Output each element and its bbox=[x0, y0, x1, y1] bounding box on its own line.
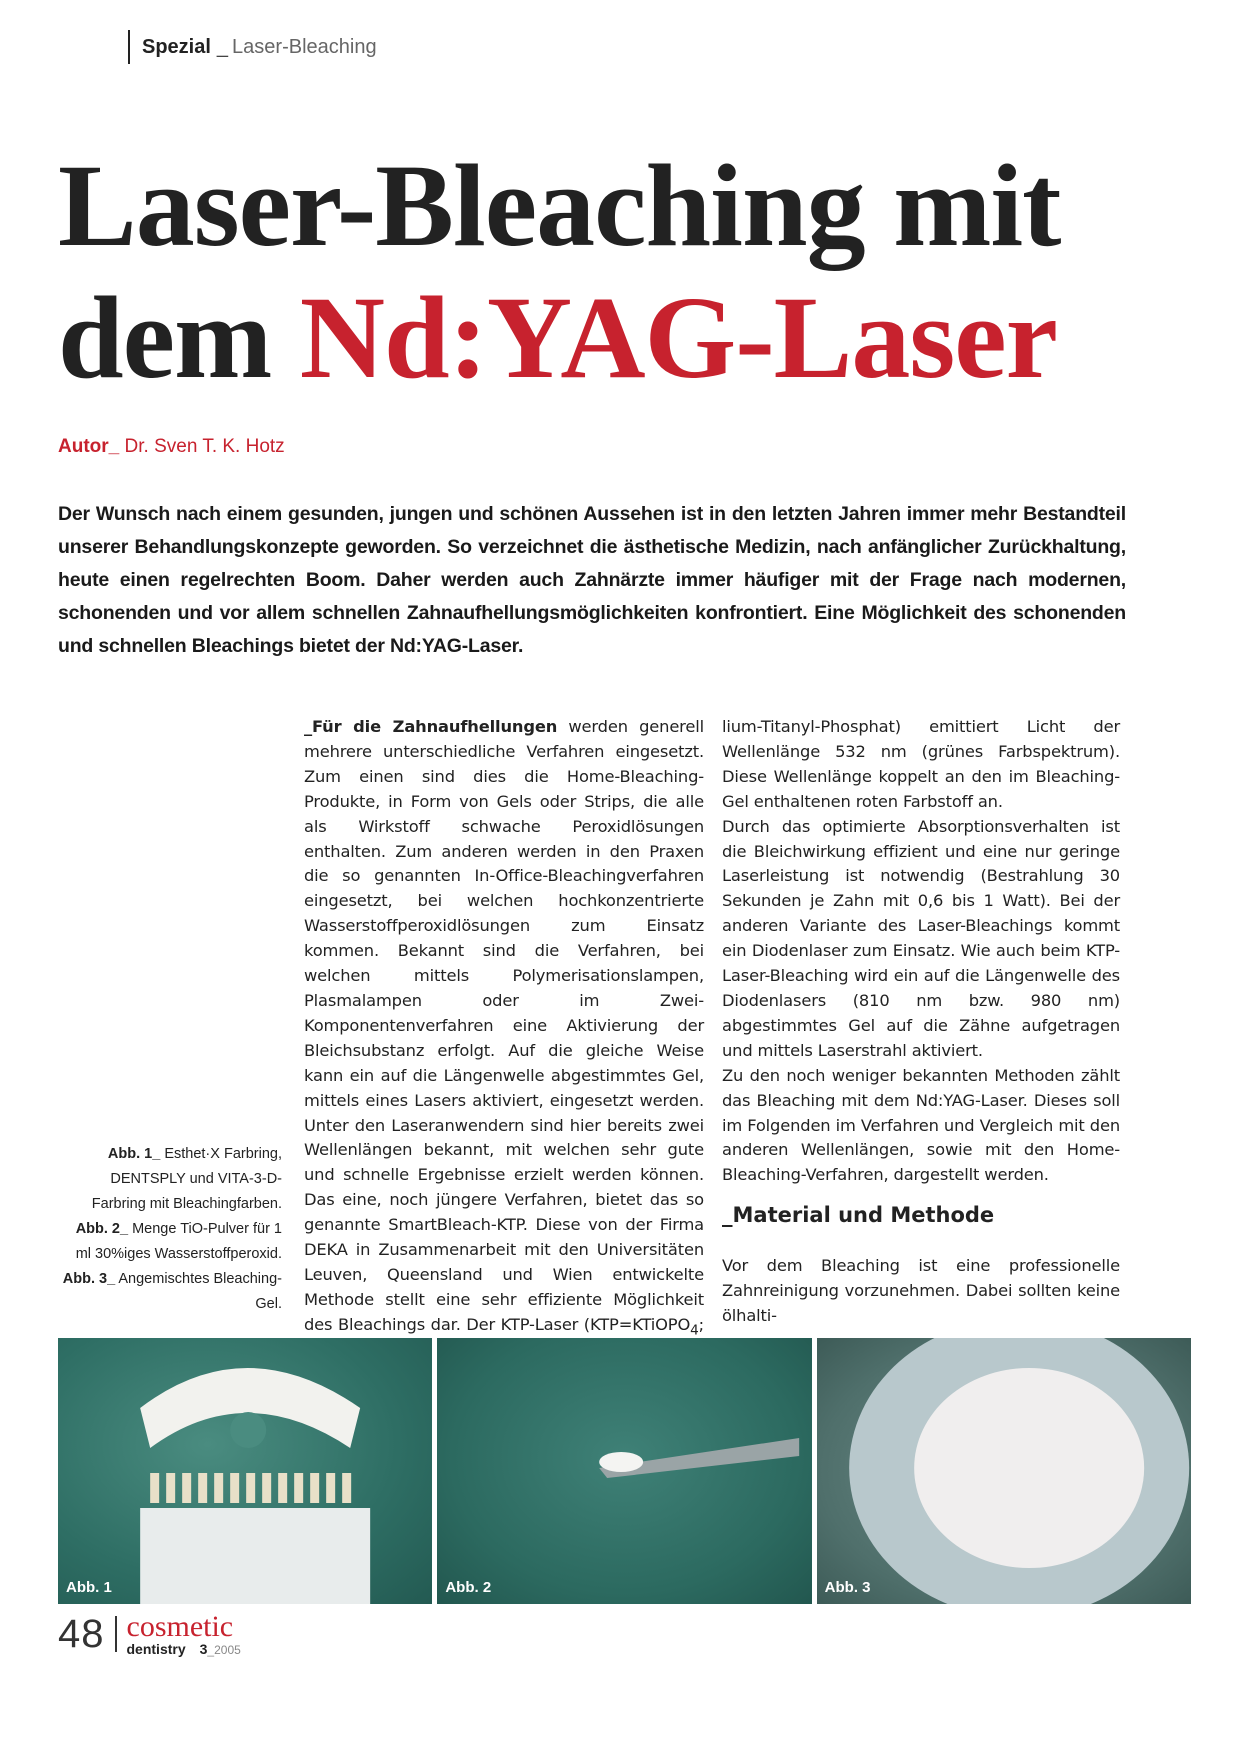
caption-1 bbox=[58, 1142, 282, 1217]
author-line bbox=[58, 436, 285, 458]
photo-3-label: Abb. 3 bbox=[824, 1579, 871, 1596]
column-1-tail: ; bbox=[698, 1314, 704, 1334]
column-1-paragraph bbox=[304, 715, 704, 1368]
column-2-paragraph-3: Zu den noch weniger bekannten Methoden zählt das Bleaching mit dem Nd:YAG-Laser. Dieses soll im Folgenden im Verfahren und Vergleich mit den anderen Wellenlängen, sowie mit den Home-Bleaching-Verfahren, dargestellt werden. bbox=[722, 1065, 1120, 1185]
photo-2-label: Abb. 2 bbox=[445, 1579, 492, 1596]
photo-strip bbox=[58, 1338, 1191, 1604]
title-line-2-red: Nd:YAG-Laser bbox=[299, 272, 1057, 403]
shade-guide-illustration bbox=[58, 1338, 432, 1604]
caption-3-text: Angemischtes Bleaching-Gel. bbox=[118, 1271, 282, 1312]
caption-2-label: Abb. 2_ bbox=[75, 1221, 129, 1237]
issue-number: 3 bbox=[199, 1641, 208, 1657]
header-topic: Laser-Bleaching bbox=[232, 35, 377, 58]
section-heading: _Material und Methode bbox=[722, 1203, 995, 1228]
logo-cosmetic: cosmetic bbox=[126, 1610, 234, 1643]
spatula-illustration bbox=[437, 1338, 811, 1604]
title-line-2-black: dem bbox=[58, 272, 300, 403]
caption-3-label: Abb. 3_ bbox=[62, 1271, 116, 1287]
ring-hole-shape bbox=[230, 1412, 266, 1448]
logo-subline bbox=[127, 1642, 241, 1656]
intro-paragraph: Der Wunsch nach einem gesunden, jungen und schönen Aussehen ist in den letzten Jahren immer mehr Bestandteil unserer Behandlungskonzepte geworden. So verzeichnet die ästhetische Medizin, nach anfänglicher Zurückhaltung, heute einen regelrechten Boom. Daher werden auch Zahnärzte immer häufiger mit der Frage nach modernen, schonenden und vor allem schnellen Zahnaufhellungsmöglichkeiten konfrontiert. Eine Möglichkeit des schonenden und schnellen Bleachings bietet der Nd:YAG-Laser. bbox=[58, 503, 1126, 657]
author-name: Dr. Sven T. K. Hotz bbox=[124, 436, 285, 457]
page-number: 48 bbox=[58, 1611, 105, 1656]
column-2-paragraph-4: Vor dem Bleaching ist eine professionelle Zahnreinigung vorzunehmen. Dabei sollten keine ölhalti- bbox=[722, 1256, 1120, 1326]
magazine-logo bbox=[127, 1612, 241, 1656]
photo-powder-spatula bbox=[437, 1338, 811, 1604]
photo-1-label: Abb. 1 bbox=[66, 1579, 112, 1596]
running-header bbox=[128, 30, 377, 64]
lead-in: _Für die Zahnaufhellungen bbox=[304, 717, 558, 736]
powder-shape bbox=[599, 1452, 643, 1472]
article-title bbox=[58, 140, 1060, 404]
caption-3 bbox=[58, 1267, 282, 1317]
body-column-2 bbox=[722, 715, 1120, 1329]
photo-shade-guide bbox=[58, 1338, 432, 1604]
caption-2 bbox=[58, 1217, 282, 1267]
caption-1-label: Abb. 1_ bbox=[107, 1146, 161, 1162]
header-separator: _ bbox=[216, 35, 229, 58]
caption-1-text: Esthet·X Farbring, DENTSPLY und VITA-3-D-Farbring mit Bleachingfarben. bbox=[91, 1146, 282, 1212]
vita-guide-shape bbox=[140, 1508, 370, 1604]
issue-year: _2005 bbox=[207, 1643, 241, 1657]
title-line-1: Laser-Bleaching mit bbox=[58, 140, 1061, 271]
subscript-4: 4 bbox=[690, 1322, 699, 1338]
column-2-paragraph-2: Durch das optimierte Absorptionsverhalten ist die Bleichwirkung effizient und eine nur geringe Laserleistung ist notwendig (Bestrahlung 30 Sekunden je Zahn mit 0,6 bis 1 Watt). Bei der anderen Variante des Laser-Bleachings kommt ein Diodenlaser zum Einsatz. Wie auch beim KTP-Laser-Bleaching wird ein auf die Längenwelle des Diodenlasers (810 nm bzw. 980 nm) abgestimmtes Gel auf die Zähne aufgetragen und mittels Laserstrahl aktiviert. bbox=[722, 816, 1120, 1060]
teeth-row bbox=[150, 1473, 351, 1503]
gel-shape bbox=[914, 1368, 1144, 1568]
page-footer bbox=[58, 1608, 241, 1660]
gel-cup-illustration bbox=[817, 1338, 1191, 1604]
figure-captions bbox=[58, 1142, 282, 1317]
body-column-1 bbox=[304, 715, 704, 1368]
header-section: Spezial bbox=[142, 35, 211, 58]
author-label: Autor_ bbox=[58, 436, 120, 457]
caption-2-text: Menge TiO-Pulver für 1 ml 30%iges Wasserstoffperoxid. bbox=[75, 1221, 282, 1262]
column-1-text: werden generell mehrere unterschiedliche Verfahren eingesetzt. Zum einen sind dies die Home-Bleaching-Produkte, in Form von Gels oder Strips, die alle als Wirkstoff schwache Peroxidlösungen enthalten. Zum anderen werden in den Praxen die so genannten In-Office-Bleachingverfahren eingesetzt, bei welchen hochkonzentrierte Wasserstoffperoxidlösungen zum Einsatz kommen. Bekannt sind die Verfahren, bei welchen mittels Polymerisationslampen, Plasmalampen oder im Zwei-Komponentenverfahren eine Aktivierung der Bleichsubstanz erfolgt. Auf die gleiche Weise kann ein auf die Längenwelle abgestimmtes Gel, mittels eines Lasers aktiviert, eingesetzt werden. Unter den Laseranwendern sind hier bereits zwei Wellenlängen bekannt, mit welchen sehr gute und schnelle Ergebnisse erzielt werden können. Das eine, noch jüngere Verfahren, bietet das so genannte SmartBleach-KTP. Diese von der Firma DEKA in Zusammenarbeit mit den Universitäten Leuven, Queensland und Wien entwickelte Methode stellt eine sehr effiziente Möglichkeit des Bleachings dar. Der KTP-Laser (KTP=KTiOPO bbox=[304, 717, 704, 1334]
footer-divider bbox=[115, 1616, 117, 1652]
column-2-paragraph-1: lium-Titanyl-Phosphat) emittiert Licht der Wellenlänge 532 nm (grünes Farbspektrum). Diese Wellenlänge koppelt an den im Bleaching-Gel enthaltenen roten Farbstoff an. bbox=[722, 717, 1120, 811]
logo-dentistry: dentistry bbox=[126, 1641, 186, 1657]
photo-bleaching-gel bbox=[817, 1338, 1191, 1604]
